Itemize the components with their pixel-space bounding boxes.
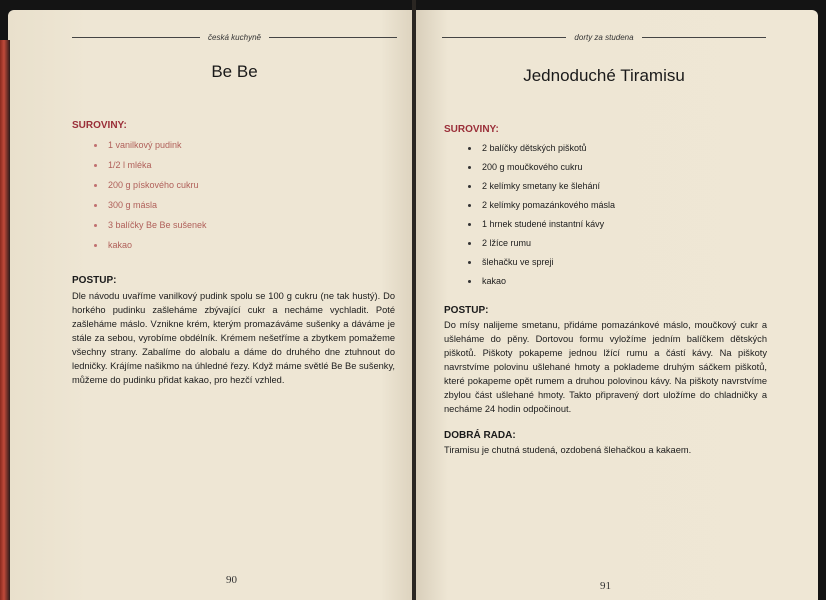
left-recipe-title: Be Be <box>211 62 258 81</box>
right-running-head <box>442 30 766 44</box>
right-ingredients-list <box>466 143 615 295</box>
list-item: 2 lžíce rumu <box>466 238 615 257</box>
left-method-text: Dle návodu uvaříme vanilkový pudink spolu se 100 g cukru (ne tak hustý). Do horkého pudinku zašleháme zbývající cukr a necháme vychladit. Poté zašleháme máslo. Vznikne krém, kterým promazáváme sušenky a dáváme je stále za sebou, vyrobíme obdélník. Krémem nešetříme a zbytkem pomažeme všechny strany. Zabalíme do alobalu a dáme do druhého dne ztuhnout do ledničky. Krájíme našikmo na úhledné řezy. Když máme světlé Be Be sušenky, můžeme do pudinku přidat kakao, pro hezčí vzhled. <box>72 291 395 385</box>
list-item: 200 g moučkového cukru <box>466 162 615 181</box>
right-page-number: 91 <box>600 580 611 592</box>
list-item: kakao <box>92 240 207 260</box>
book-spine <box>412 0 416 600</box>
right-method-text: Do mísy nalijeme smetanu, přidáme pomazánkové máslo, moučkový cukr a ušleháme do pěny. Dortovou formu vyložíme jedním balíčkem dětských piškotů. Piškoty pokapeme jednou lžící rumu a částí kávy. Na piškoty navrstvíme polovinu ušlehané hmoty a poklademe druhým sáčkem piškotů, které pokapeme opět rumem a druhou polovinou kávy. Na piškoty navrstvíme zbylou část ušlehané hmoty. Takto připravený dort uložíme do chladničky a necháme 24 hodin odpočinout. <box>444 320 767 414</box>
left-method-heading: POSTUP: <box>72 275 117 286</box>
left-ingredients-heading: SUROVINY: <box>72 120 127 131</box>
list-item: 1/2 l mléka <box>92 160 207 180</box>
list-item: 3 balíčky Be Be sušenek <box>92 220 207 240</box>
book-edge <box>0 40 10 600</box>
right-method-heading: POSTUP: <box>444 305 489 316</box>
left-ingredients-list <box>92 140 207 260</box>
list-item: 300 g másla <box>92 200 207 220</box>
left-running-head <box>72 30 397 44</box>
list-item: 2 kelímky pomazánkového másla <box>466 200 615 219</box>
list-item: 2 balíčky dětských piškotů <box>466 143 615 162</box>
right-running-head-text: dorty za studena <box>574 32 634 42</box>
list-item: 1 hrnek studené instantní kávy <box>466 219 615 238</box>
list-item: kakao <box>466 276 615 295</box>
right-tip-text: Tiramisu je chutná studená, ozdobená šlehačkou a kakaem. <box>444 445 692 455</box>
left-running-head-text: česká kuchyně <box>208 32 261 42</box>
list-item: 200 g pískového cukru <box>92 180 207 200</box>
right-recipe-title: Jednoduché Tiramisu <box>523 66 685 85</box>
right-ingredients-heading: SUROVINY: <box>444 124 499 135</box>
list-item: 1 vanilkový pudink <box>92 140 207 160</box>
list-item: 2 kelímky smetany ke šlehání <box>466 181 615 200</box>
left-page-number: 90 <box>226 574 237 586</box>
list-item: šlehačku ve spreji <box>466 257 615 276</box>
right-tip-heading: DOBRÁ RADA: <box>444 430 516 441</box>
